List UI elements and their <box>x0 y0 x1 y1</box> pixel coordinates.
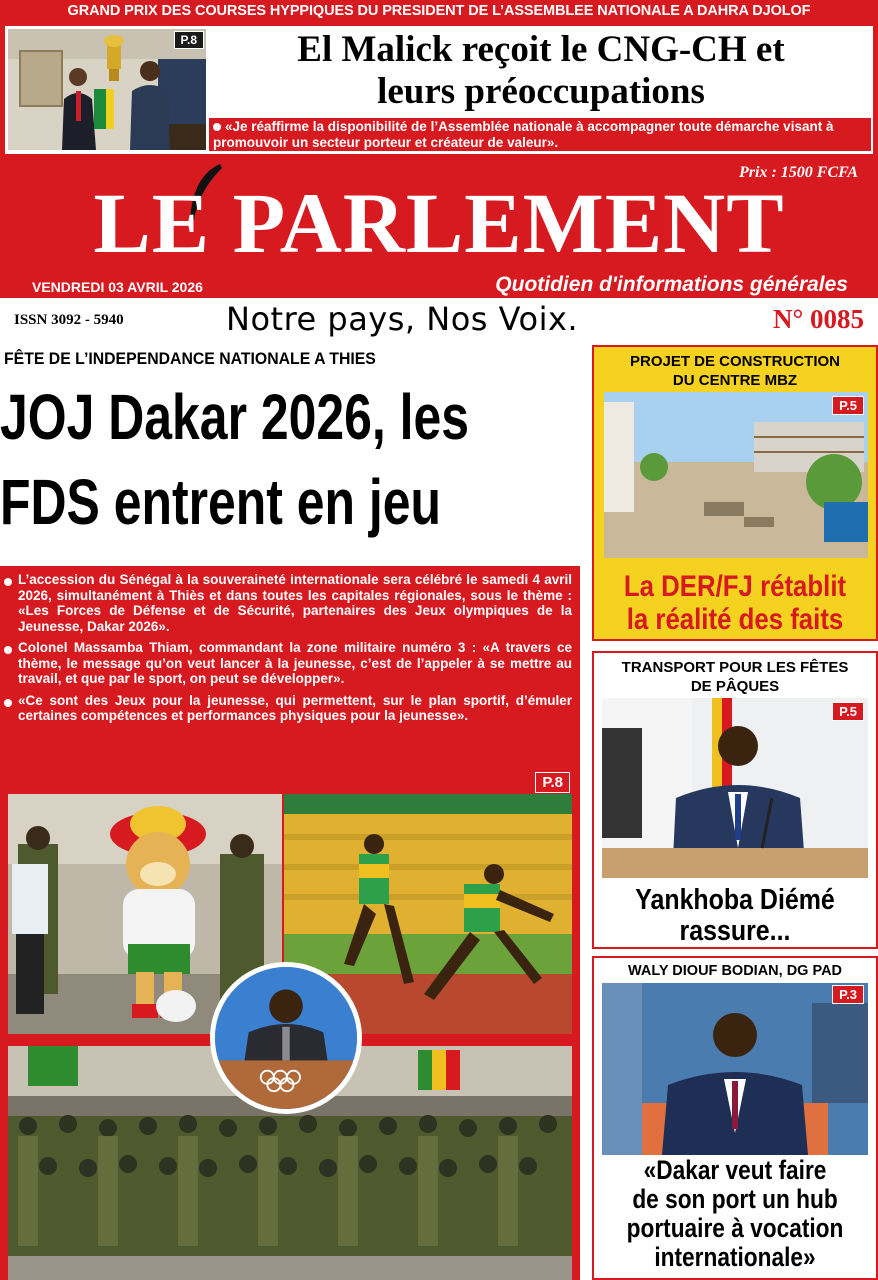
top-headline-line2: leurs préoccupations <box>377 71 705 112</box>
sidebar-3-headline-line1: «Dakar veut faire <box>643 1155 827 1185</box>
masthead-tagline: Quotidien d'informations générales <box>495 273 848 296</box>
sidebar-1-page-ref: P.5 <box>832 396 864 415</box>
main-headline-line2: FDS entrent en jeu <box>0 466 442 538</box>
sidebar-3-page-ref: P.3 <box>832 985 864 1004</box>
sidebar-box-port[interactable] <box>592 956 878 1280</box>
sidebar-2-kicker-line2: DE PÂQUES <box>690 678 780 695</box>
construction-photo <box>604 392 868 558</box>
issue-number: N° 0085 <box>772 304 864 334</box>
top-story-photo <box>8 29 206 150</box>
masthead-title: LE PARLEMENT <box>93 175 785 271</box>
top-page-ref: P.8 <box>174 31 204 49</box>
main-headline-line1: JOJ Dakar 2026, les <box>0 381 470 453</box>
main-page-ref: P.8 <box>535 772 570 793</box>
main-paragraph-3: «Ce sont des Jeux pour la jeunesse, qui permettent, sur le plan sportif, d’émuler certaines compétences et performances physiques pour la jeunesse». <box>4 693 572 724</box>
sidebar-box-transport[interactable] <box>592 651 878 949</box>
top-kicker: GRAND PRIX DES COURSES HYPPIQUES DU PRESIDENT DE L’ASSEMBLEE NATIONALE A DAHRA DJOLOF <box>67 3 811 19</box>
sidebar-1-headline-line2: la réalité des faits <box>626 603 844 636</box>
top-quote-box <box>209 118 871 151</box>
sidebar-3-headline <box>594 1156 876 1272</box>
sidebar-2-headline-line1: Yankhoba Diémé <box>635 884 835 916</box>
sidebar-3-kicker: WALY DIOUF BODIAN, DG PAD <box>627 963 843 979</box>
sidebar-2-page-ref: P.5 <box>832 702 864 721</box>
speaker-inset-photo <box>210 962 362 1114</box>
sidebar-3-headline-line3: portuaire à vocation <box>626 1213 844 1243</box>
top-quote: «Je réaffirme la disponibilité de l’Assemblée nationale à accompagner toute démarche visant à promouvoir un secteur porteur et créateur de valeur». <box>213 119 834 150</box>
top-headline-line1: El Malick reçoit le CNG-CH et <box>297 29 785 70</box>
masthead <box>0 160 878 300</box>
sidebar-1-kicker-line1: PROJET DE CONSTRUCTION <box>629 353 840 370</box>
sidebar-2-headline-line2: rassure... <box>679 915 791 947</box>
minister-photo <box>602 698 868 878</box>
main-photo-collage <box>0 774 580 1280</box>
dg-pad-photo <box>602 983 868 1155</box>
masthead-slogan: Notre pays, Nos Voix. <box>226 300 579 338</box>
sidebar-3-headline-line2: de son port un hub <box>632 1184 838 1214</box>
sidebar-1-headline-line1: La DER/FJ rétablit <box>623 570 847 603</box>
issn-label: ISSN 3092 - 5940 <box>14 312 124 328</box>
main-story-kicker: FÊTE DE L’INDEPENDANCE NATIONALE A THIES <box>4 349 376 368</box>
main-paragraph-1: L’accession du Sénégal à la souveraineté internationale sera célébré le samedi 4 avril 2026, simultanément à Thiès et dans toutes les capitales régionales, sous le thème : «Les Forces de Défense et de Sécurité, partenaires des Jeux olympiques de la Jeunesse, Dakar 2026». <box>4 572 572 634</box>
top-story-panel[interactable] <box>5 26 873 154</box>
top-banner <box>0 0 878 160</box>
main-paragraph-2: Colonel Massamba Thiam, commandant la zone militaire numéro 3 : «A travers ce thème, le message qu’on veut lancer à la jeunesse, c’est de l’appeler à se mettre au travail, et que par le sport, on peut se développer». <box>4 640 572 687</box>
sidebar-3-headline-line4: internationale» <box>654 1242 816 1272</box>
sidebar-2-kicker-line1: TRANSPORT POUR LES FÊTES <box>621 659 849 676</box>
sidebar-1-kicker-line2: DU CENTRE MBZ <box>672 372 798 389</box>
main-headline[interactable] <box>0 372 590 542</box>
sidebar-box-mbz[interactable] <box>592 345 878 641</box>
masthead-date: VENDREDI 03 AVRIL 2026 <box>32 279 203 295</box>
price-label: Prix : 1500 FCFA <box>739 164 858 181</box>
main-story-body <box>0 566 580 796</box>
